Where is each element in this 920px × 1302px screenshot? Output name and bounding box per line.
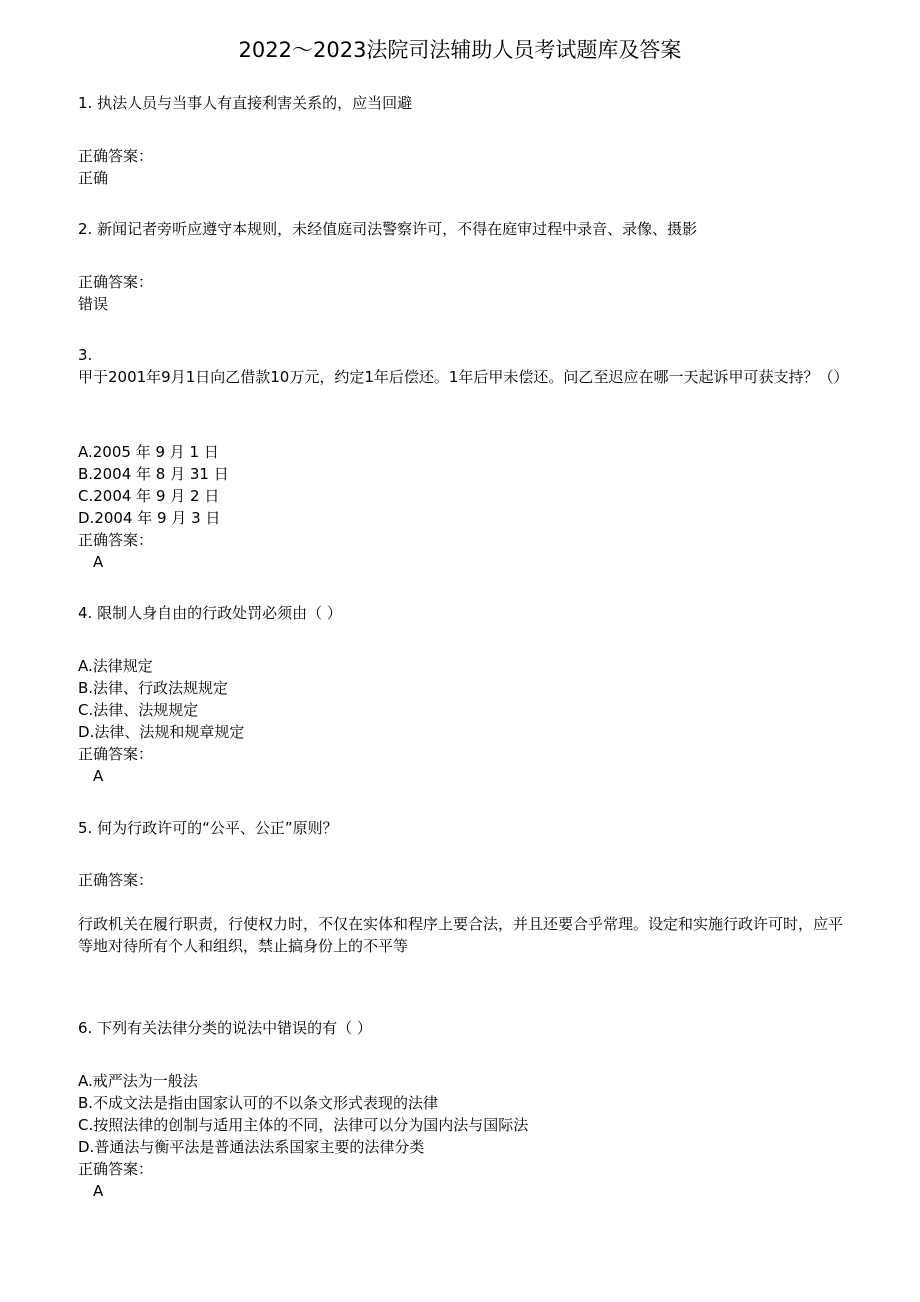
question-6-answer: A (93, 1182, 104, 1200)
question-6-option-c: C.按照法律的创制与适用主体的不同，法律可以分为国内法与国际法 (78, 1116, 529, 1134)
question-5-stem: 5. 何为行政许可的“公平、公正”原则？ (78, 819, 338, 837)
question-3-option-c: C.2004 年 9 月 2 日 (78, 487, 220, 505)
page-title: 2022～2023法院司法辅助人员考试题库及答案 (238, 38, 682, 62)
question-5-answer: 行政机关在履行职责，行使权力时，不仅在实体和程序上要合法，并且还要合乎常理。设定和实施行政许可时，应平等地对待所有个人和组织，禁止搞身份上的不平等 (78, 915, 844, 955)
question-5-answer-label: 正确答案： (78, 871, 154, 889)
question-6-option-b: B.不成文法是指由国家认可的不以条文形式表现的法律 (78, 1094, 439, 1112)
question-3-option-b: B.2004 年 8 月 31 日 (78, 465, 229, 483)
question-2-answer: 错误 (78, 295, 109, 313)
question-3-answer: A (93, 553, 104, 571)
question-4-answer-label: 正确答案： (78, 745, 154, 763)
question-3-option-d: D.2004 年 9 月 3 日 (78, 509, 221, 527)
question-2-stem: 2. 新闻记者旁听应遵守本规则，未经值庭司法警察许可，不得在庭审过程中录音、录像、摄影 (78, 220, 698, 238)
question-4-option-d: D.法律、法规和规章规定 (78, 723, 245, 741)
question-4-answer: A (93, 767, 104, 785)
question-6-option-a: A.戒严法为一般法 (78, 1072, 198, 1090)
question-4-stem: 4. 限制人身自由的行政处罚必须由（ ） (78, 604, 342, 622)
question-6-stem: 6. 下列有关法律分类的说法中错误的有（ ） (78, 1019, 372, 1037)
question-3-answer-label: 正确答案： (78, 531, 154, 549)
question-6-answer-label: 正确答案： (78, 1160, 154, 1178)
question-2-answer-label: 正确答案： (78, 273, 154, 291)
question-6-option-d: D.普通法与衡平法是普通法法系国家主要的法律分类 (78, 1138, 425, 1156)
question-3-stem: 甲于2001年9月1日向乙借款10万元，约定1年后偿还。1年后甲未偿还。问乙至迟应在哪一天起诉甲可获支持？（） (78, 368, 849, 386)
question-1-stem: 1. 执法人员与当事人有直接利害关系的，应当回避 (78, 94, 413, 112)
question-4-option-c: C.法律、法规规定 (78, 701, 199, 719)
question-3-option-a: A.2005 年 9 月 1 日 (78, 443, 219, 461)
question-4-option-b: B.法律、行政法规规定 (78, 679, 229, 697)
question-1-answer-label: 正确答案： (78, 147, 154, 165)
question-4-option-a: A.法律规定 (78, 657, 153, 675)
question-3-number: 3. (78, 346, 93, 364)
question-1-answer: 正确 (78, 169, 109, 187)
